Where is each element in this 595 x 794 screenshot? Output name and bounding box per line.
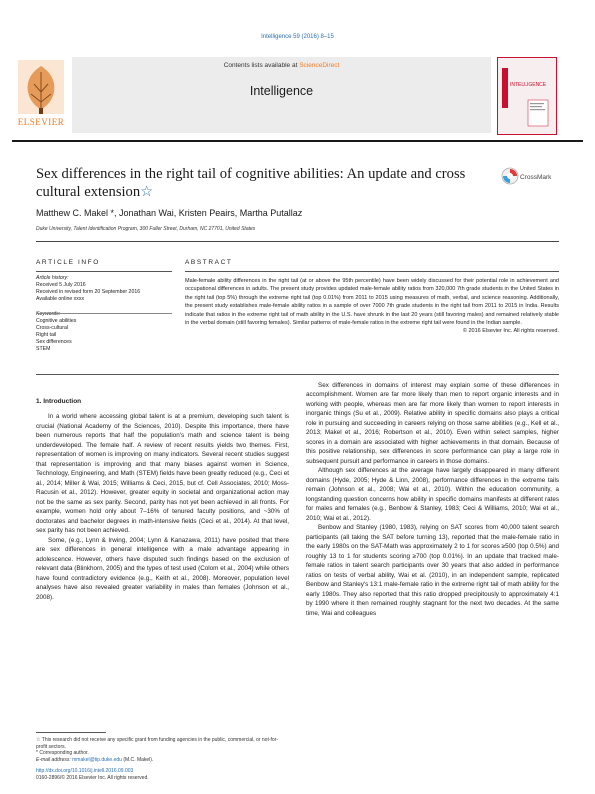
affiliation: Duke University, Talent Identification Program, 300 Fuller Street, Durham, NC 27701, United States [36,226,256,232]
paragraph: Some, (e.g., Lynn & Irwing, 2004; Lynn & Kanazawa, 2011) have posited that there are sex differences in general intelligence with a male advantage appearing in adolescence. However, others have disputed such findings based on the exclusion of relevant data (Blinkhorn, 2005) and the types of test used (Colom et al., 2004) while others have found contradictory evidence (e.g., Keith et al., 2008). Moreover, population level analyses have also revealed greater variability in males than females (Johnson et al., 2008). [36,536,289,601]
received-date: Received 5 July 2016 [36,282,86,288]
sciencedirect-link[interactable]: ScienceDirect [299,62,340,69]
contents-line [72,62,491,69]
keywords-label: Keywords: [36,311,61,317]
abstract-rule [185,271,559,272]
paragraph: Although sex differences at the average have largely disappeared in many different domains (Hyde, 2005; Hyde & Linn, 2008), performance differences in the extreme tails remain (Johnson et al., 2008; Wai et al., 2010). Within the education community, a longstanding question concerns how ability in specific domains manifests at different rates for males and females (e.g., Benbow & Stanley, 1983; Ceci & Williams, 2010; Wai et al., 2010; Wai et al., 2012). [306,467,559,522]
article-identifiers [36,768,289,781]
abstract-copyright: © 2016 Elsevier Inc. All rights reserved. [462,328,559,335]
elsevier-logo [12,58,70,132]
header-rule [12,140,583,142]
affiliation-rule [36,241,559,242]
email-suffix: (M.C. Makel). [121,756,154,763]
journal-title: Intelligence [249,84,314,98]
crossmark-label: CrossMark [520,174,552,181]
svg-text:INTELLIGENCE: INTELLIGENCE [510,82,547,88]
article-info-rule [36,271,172,272]
body-column-right [306,381,559,618]
keyword: Cross-cultural [36,325,68,331]
article-title-text: Sex differences in the right tail of cognitive abilities: An update and cross cultural extension [36,166,466,200]
paragraph: In a world where accessing global talent is at a premium, developing such talent is crucial (National Academy of the Sciences, 2010). Despite this importance, there have been numerous reports that half the population's math and science talent is being underdeveloped. The female half. A review of recent results yields two themes. First, representation of women is improving on many indicators. Several recent studies suggest that representation is improving and that many biases against women in Science, Technology, Engineering, and Math (STEM) fields have been greatly reduced (e.g., Ceci et al., 2014; Miller & Wai, 2015; Williams & Ceci, 2015, but cf. Cell Associates, 2010; Moss-Racusin et al., 2012). However, greater equity in societal and organizational action may not be the same as sex parity. Second, parity has not yet been achieved in all fronts. For example, women hold only about 7–16% of tenured faculty positions, and ~30% of doctorates and bachelor degrees in math-intensive fields (Ceci et al., 2014). At that level, sex parity has not been achieved. [36,413,289,535]
body-column-left [36,397,289,602]
online-date: Available online xxxx [36,296,85,302]
abstract-text: Male-female ability differences in the right tail (at or above the 95th percentile) have been widely discussed for their potential role in achievement and occupational differences in adults. The present study provides updated male-female ability ratios from 320,000 7th grade students in the United States in the right tail (top 5%) through the extreme right tail (top 0.01%) from 2011 to 2015 using measures of math, verbal, and science reasoning. Additionally, the present study establishes male-female ability ratios in a sample of over 7000 7th grade students in the right tail from 2011 to 2015 in India. Results indicate that ratios in the extreme right tail of math ability in the U.S. have shrunk in the last 20 years (still favoring males) and remained relatively stable in the verbal domain (still favoring females). Similar patterns of male-female ratios in the extreme right tail were found in the Indian sample. [185,278,559,327]
abstract-heading: ABSTRACT [185,259,233,266]
footnotes [36,737,289,763]
author-list: Matthew C. Makel *, Jonathan Wai, Kristen Peairs, Martha Putallaz [36,208,303,218]
contents-prefix: Contents lists available at [223,62,300,69]
crossmark-badge[interactable] [500,166,560,186]
keyword: Right tail [36,332,57,338]
footnote-rule [36,732,106,733]
article-history-rule [36,313,172,314]
revised-date: Received in revised form 20 September 2016 [36,289,141,295]
article-history [36,275,172,353]
paragraph: Sex differences in domains of interest may explain some of these differences in accomplishment. Women are far more likely than men to report organic interests and in working with people, whereas men are far more likely than women to report interests in inorganic things (Su et al., 2009). Relative ability in specific domains also plays a critical role in pursuing and succeeding in careers relying on those same abilities (e.g., Kell et al., 2013; Makel et al., 2016; Robertson et al., 2010). Even within select samples, higher scores in a domain are associated with higher achievements in that domain. Because of this positive relationship, sex differences in score performance can play a large role in subsequent pursuit and performance in careers in those domains. [306,382,559,465]
corresponding-author-note: * Corresponding author. [36,750,89,757]
journal-reference[interactable]: Intelligence 59 (2016) 8–15 [261,34,334,40]
keyword: Sex differences [36,339,72,345]
abstract-bottom-rule [36,374,559,375]
title-footnote-marker[interactable]: ☆ [140,184,154,200]
keyword: Cognitive abilities [36,318,77,324]
email-line [36,757,289,764]
abstract-body [185,277,559,336]
email-label: E-mail address: [36,756,73,763]
article-info-heading: ARTICLE INFO [36,259,100,266]
doi-link[interactable]: http://dx.doi.org/10.1016/j.intell.2016.09.003 [36,768,134,774]
issn-line: 0160-2896/© 2016 Elsevier Inc. All rights reserved. [36,774,149,781]
funding-footnote: ☆ This research did not receive any specific grant from funding agencies in the public, commercial, or not-for-profit sectors. [36,737,279,750]
email-link[interactable]: mmakel@tip.duke.edu [72,756,122,763]
keyword: STEM [36,346,51,352]
svg-text:ELSEVIER: ELSEVIER [17,117,65,127]
history-label: Article history: [36,275,69,281]
journal-cover-thumbnail [497,57,557,135]
section-heading-introduction: 1. Introduction [36,398,82,405]
paragraph: Benbow and Stanley (1980, 1983), relying on SAT scores from 40,000 talent search participants (all taking the SAT before turning 13), reported that the male-female ratio in the early 1980s on the SAT-Math was approximately 2 to 1 for scores ≥500 (top 0.5%) and roughly 13 to 1 for students scoring ≥700 (top 0.01%). In an update that tracked male-female ratios in talent search participants over 30 years that also added in performance ratios on tests of verbal ability, Wai et al. (2010), in an independent sample, replicated Benbow and Stanley's 13:1 male-female ratio in the extreme right tail of math ability for the early 1980s. They also reported that this ratio dropped precipitously to approximately 4:1 by 1990 where it then remained roughly stagnant for the next two decades. At the same time, Wai and colleagues [306,524,559,617]
article-title [36,165,466,201]
